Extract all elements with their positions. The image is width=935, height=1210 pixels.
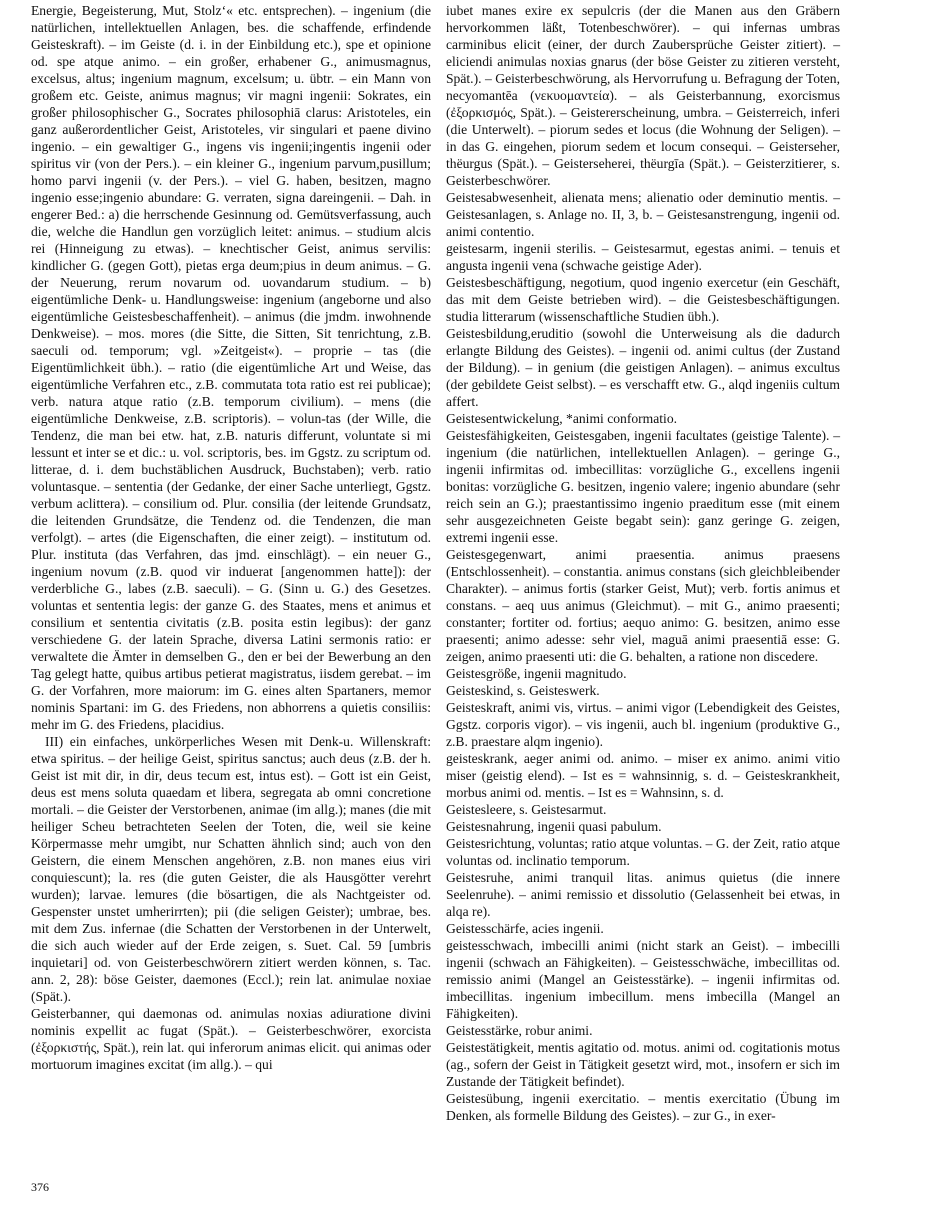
entry-paragraph: Geisteskraft, animi vis, virtus. – animi vigor (Lebendigkeit des Geistes, Ggstz. corporis vigor). – vis ingenii, auch bl. ingenium (produktive G., z.B. praestare alqm ingenio). [446,700,840,749]
entry-paragraph: iubet manes exire ex sepulcris (der die Manen aus den Gräbern hervorkommen läßt, Totenbeschwörer). – qui infernas umbras carminibus elicit (einer, der durch Zaubersprüche Geister zitiert). – eliciendi animulas noxias gnarus (der böse Geister zu zitieren versteht, Spät.). – Geisterbeschwörung, als Hervorrufung u. Befragung der Toten, necyomantēa (νεκυομαντεία). – als Geisterbannung, exorcismus (ἐξορκισμός, Spät.). – Geistererscheinung, umbra. – Geisterreich, inferi (die Unterwelt). – piorum sedes et locus (die Wohnung der Seligen). – in das G. eingehen, piorum sedem et locum consequi. – Geisterseher, thëurgus (Spät.). – Geisterseherei, thëurgīa (Spät.). – Geisterzitierer, s. Geisterbeschwörer. [446,3,840,188]
entry-paragraph: Geistesübung, ingenii exercitatio. – mentis exercitatio (Übung im Denken, als formelle Bildung des Geistes). – zur G., in exer- [446,1091,840,1123]
right-column [446,2,840,1124]
entry-paragraph: Geistesabwesenheit, alienata mens; alienatio oder deminutio mentis. – Geistesanlagen, s. Anlage no. II, 3, b. – Geistesanstrengung, ingenii od. animi contentio. [446,190,840,239]
entry-paragraph: geistesarm, ingenii sterilis. – Geistesarmut, egestas animi. – tenuis et angusta ingenii vena (schwache geistige Ader). [446,241,840,273]
entry-paragraph: Geistesleere, s. Geistesarmut. [446,802,607,817]
entry-paragraph: Geistesrichtung, voluntas; ratio atque voluntas. – G. der Zeit, ratio atque voluntas od. inclinatio temporum. [446,836,840,868]
entry-paragraph: Geistesnahrung, ingenii quasi pabulum. [446,819,662,834]
entry-paragraph: Geisterbanner, qui daemonas od. animulas noxias adiuratione divini nominis expellit ac fugat (Spät.). – Geisterbeschwörer, exorcista (ἐξορκιστής, Spät.), rein lat. qui inferorum animas elicit. qui animas oder mortuorum imagines excitat (im allg.). – qui [31,1006,431,1072]
entry-paragraph: Geistesschärfe, acies ingenii. [446,921,604,936]
entry-paragraph: Geistestätigkeit, mentis agitatio od. motus. animi od. cogitationis motus (ag., sofern der Geist in Tätigkeit gesetzt wird, mot., insofern er sich im Zustande der Tätigkeit befindet). [446,1040,840,1089]
left-column [31,2,431,1073]
entry-paragraph: Geistesbildung,eruditio (sowohl die Unterweisung als die dadurch erlangte Bildung des Geistes). – ingenii od. animi cultus (der Zustand der Bildung). – in genium (die geistigen Anlagen). – animus excultus (der gebildete Geist selbst). – es verschafft etw. G., alqd ingeniis cultum affert. [446,326,840,409]
entry-paragraph: Geisteskind, s. Geisteswerk. [446,683,600,698]
entry-paragraph: Geistesbeschäftigung, negotium, quod ingenio exercetur (ein Geschäft, das mit dem Geiste betrieben wird). – die Geistesbeschäftigungen. studia litterarum (wissenschaftliche Studien übh.). [446,275,840,324]
entry-paragraph: Geistesgröße, ingenii magnitudo. [446,666,627,681]
entry-paragraph: Geistesfähigkeiten, Geistesgaben, ingenii facultates (geistige Talente). – ingenium (die natürlichen, intellektuellen Anlagen). – geringe G., ingenii infirmitas od. imbecillitas: vorzügliche G., excellens ingenii bonitas: vorzügliche G. besitzen, ingenio valere; ingenio abundare (sehr reich sein an G.); praestantissimo ingenio praeditum esse (mit einem sehr ausgezeichneten Geiste begabt sein): ganz geringe G. zeigen, extremi ingenii esse. [446,428,840,545]
entry-paragraph: Energie, Begeisterung, Mut, Stolz‘« etc. entsprechen). – ingenium (die natürlichen, intellektuellen Anlagen, bes. die schaffende, erfindende Geisteskraft). – im Geiste (d. i. in der Einbildung etc.), spe et opinione od. spe atque animo. – ein großer, erhabener G., animusmagnus, excelsus, altus; ingenium magnum, excelsum; u. übtr. – ein Mann von großem etc. Geiste, animus magnus; vir magni ingenii: Sokrates, ein großer philosophischer G., Socrates philosophiā clarus: Aristoteles, ein ganz außerordentlicher Geist, Aristoteles, vir singulari et paene divino ingenio. – ein gewaltiger G., ingens vis ingenii;ingentis ingenii oder spiritus vir (von der Pers.). – ein kleiner G., ingenium parvum,pusillum; homo parvi ingenii (v. der Pers.). – viel G. haben, besitzen, magno ingenio esse;ingenio abundare: G. verraten, signa dareingenii. – Dah. in engerer Bed.: a) die herrschende Gesinnung od. Gemütsverfassung, auch die, welche die Handlun gen vorzüglich leitet: animus. – studium alcis rei (Hinneigung zu etwas). – knechtischer Geist, animus servilis: kindlicher G. (gegen Gott), pietas erga deum;pius in deum animus. – G. der Neuerung, rerum novarum od. uovandarum studium. – b) eigentümliche Denk- u. Handlungsweise: ingenium (angeborne und also eigentümliche Geistesbeschaffenheit). – animus (die jmdm. inwohnende Denkweise). – mos. mores (die Sitte, die Sitten, Sit tenrichtung, z.B. saeculi od. temporum; vgl. »Zeitgeist«). – proprie – tas (die Eigentümlichkeit übh.). – ratio (die eigentümliche Art und Weise, das eigentümliche Verfahren etc., z.B. commutata tota ratio est rei publicae); verb. natura atque ratio (z.B. temporum civilium). – mens (die eigentümliche Denkweise, z.B. scriptoris). – volun-tas (der Wille, die Tendenz, die man bei etw. hat, z.B. naturis differunt, voluntate si mi lessunt et inter se et dic.: u. vol. scriptoris, bes. im Ggstz. zu scriptum od. litterae, d. i. dem buchstäblichen Ausdruck, Buchstaben); verb. ratio voluntasque. – sententia (der Gedanke, der einer Sache unterliegt, Ggstz. verbum aclittera). – consilium od. Plur. consilia (der leitende Grundsatz, die leitenden Grundsätze, die Tendenz od. die Tendenzen, die man verfolgt). – artes (die Eigenschaften, die einer zeigt). – institutum od. Plur. instituta (das Verfahren, das jmd. einschlägt). – ein neuer G., ingenium novum (z.B. quod vir induerat [angenommen hatte]): der verderbliche G., labes (z.B. saeculi). – G. (Sinn u. G.) des Gesetzes. voluntas et sententia legis: der ganze G. des Staates, mens et animus et consilium et sententia civitatis (z.B. posita estin legibus): der ganz verschiedene G. der latein Sprache, diversa Latini sermonis ratio: er verwaltete die Ämter in demselben G., den er bei der Bewerbung an den Tag gelegt hatte, quibus artibus petierat magistratus, iisdem gerebat. – im G. der Vorfahren, more maiorum: im G. eines alten Spartaners, memor nominis Spartani: im G. des Friedens, non abhorrens a quietis consiliis: mehr im G. des Friedens, placidius. [31,3,431,732]
entry-paragraph: geisteskrank, aeger animi od. animo. – miser ex animo. animi vitio miser (geistig elend). – Ist es = wahnsinnig, s. d. – Geisteskrankheit, morbus animi od. mentis. – Ist es = Wahnsinn, s. d. [446,751,840,800]
entry-paragraph: Geistesruhe, animi tranquil litas. animus quietus (die innere Seelenruhe). – animi remissio et dissolutio (Gelassenheit bei etwas, in alqa re). [446,870,840,919]
entry-paragraph: Geistesstärke, robur animi. [446,1023,593,1038]
entry-paragraph: Geistesentwickelung, *animi conformatio. [446,411,678,426]
entry-paragraph: III) ein einfaches, unkörperliches Wesen mit Denk-u. Willenskraft: etwa spiritus. – der heilige Geist, spiritus sanctus; auch deus (z.B. der h. Geist ist mit dir, in dir, deus tecum est, intus est). – Gott ist ein Geist, deus est mens soluta quaedam et libera, segregata ab omni concretione mortali. – die Geister der Verstorbenen, animae (im allg.); manes (die mit heiliger Scheu betrachteten Seelen der Toten, die, weil sie keine Körpermasse mehr umgibt, nur Schatten ähnlich sind; auch von den Geistern, die einem Menschen angehören, z.B. non manes eius viri conquiescunt); la. res (die guten Geister, die als Hausgötter verehrt wurden); larvae. lemures (die bösartigen, die als Nachtgeister od. Gespenster unstet umherirrten); pii (die seligen Geister); umbrae, bes. mit dem Zus. infernae (die Schatten der Verstorbenen in der Unterwelt, die sich auch wieder auf der Erde zeigen, s. Suet. Cal. 59 [umbris inquietari] od. von Geisterbeschwörern zitiert werden können, s. Tac. ann. 2, 28): böse Geister, daemones (Eccl.); rein lat. animulae noxiae (Spät.). [31,734,431,1004]
entry-paragraph: geistesschwach, imbecilli animi (nicht stark an Geist). – imbecilli ingenii (schwach an Fähigkeiten). – Geistesschwäche, imbecillitas od. remissio animi (Mangel an Geistesstärke). – ingenii infirmitas od. imbecillitas. ingenium imbecillum. mens imbecilla (Mangel an Fähigkeiten). [446,938,840,1021]
page-number: 376 [31,1180,49,1194]
entry-paragraph: Geistesgegenwart, animi praesentia. animus praesens (Entschlossenheit). – constantia. animus constans (sich gleichbleibender Charakter). – animus fortis (starker Geist, Mut); verb. fortis animus et constans. – aeq uus animus (Gleichmut). – mit G., animo praesenti; constanter; fortiter od. fortius; aequo animo: G. besitzen, animo esse praesenti; animo adesse: sehr viel, maguā animi praesentiā esse: G. zeigen, animo praesenti uti: die G. behalten, a ratione non discedere. [446,547,840,664]
